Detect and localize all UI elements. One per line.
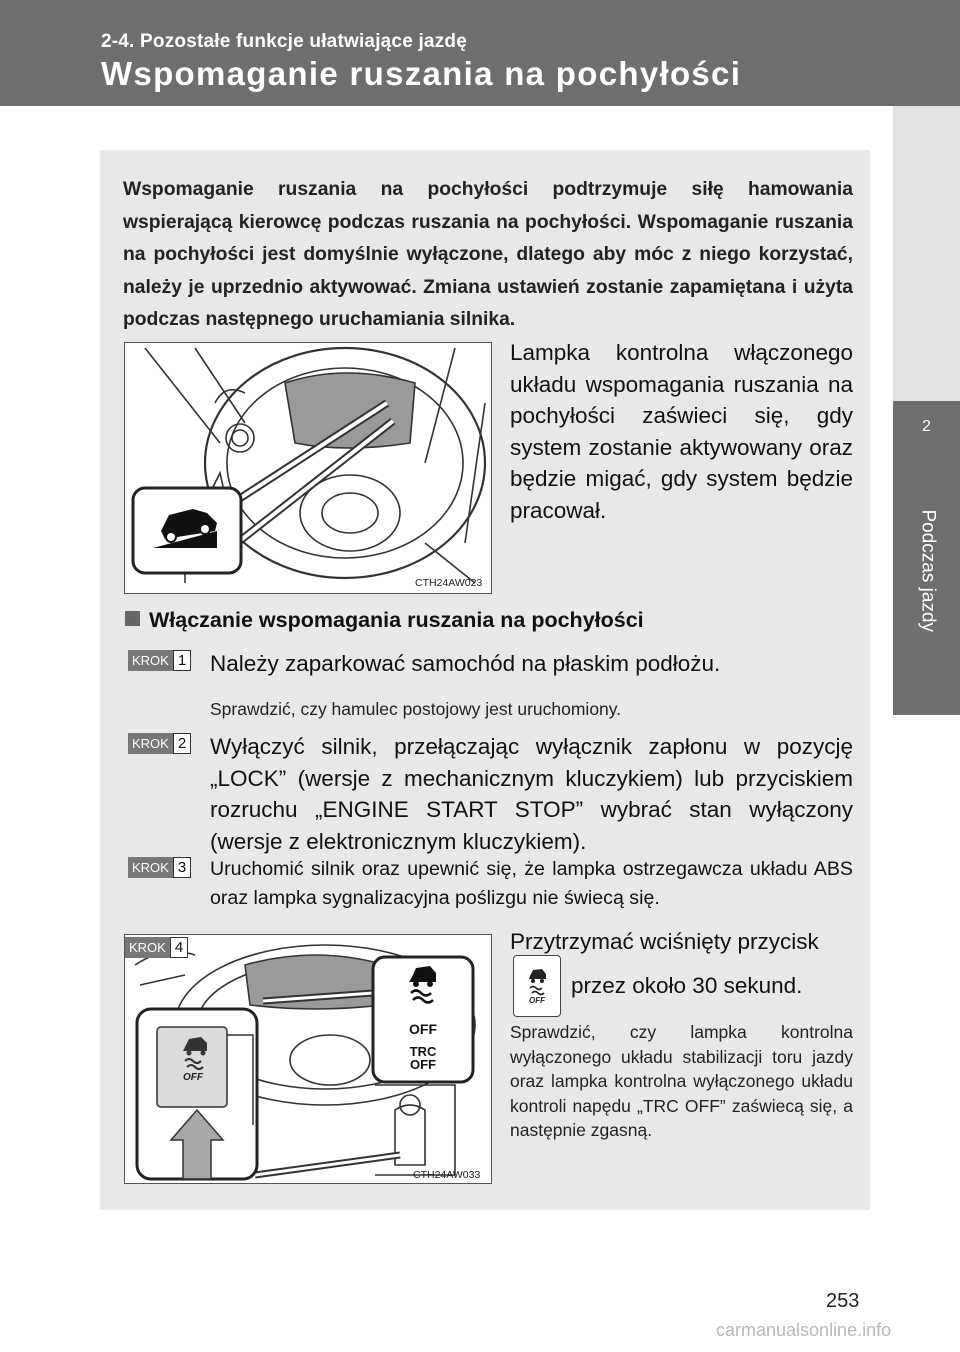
page-title: Wspomaganie ruszania na pochyłości (101, 55, 742, 92)
step4-text-a: Przytrzymać wciśnięty przycisk (510, 929, 819, 954)
intro-paragraph: Wspomaganie ruszania na pochyłości podtrzymuje siłę hamowania wspierającą kierowcę podczas ruszania na pochyłości. Wspomaganie ruszania na pochyłości jest domyślnie wyłączone, dlatego aby móc z niego korzystać, należy je uprzednio aktywować. Zmiana ustawień zostanie zapamiętana i użyta podczas następnego uruchamiania silnika. (123, 179, 853, 330)
section-title: 2-4. Pozostałe funkcje ułatwiające jazdę (101, 31, 467, 52)
watermark: carmanualsonline.info (716, 1320, 892, 1340)
step2-text: Wyłączyć silnik, przełączając wyłącznik zapłonu w pozycję „LOCK” (wersje z mechanicznym kluczykiem) lub przyciskiem rozruchu „ENGINE START STOP” wybrać stan wyłączony (wersje z elektronicznym kluczykiem). (210, 734, 853, 854)
button-off-text: OFF (183, 1072, 203, 1083)
step-badge-2: KROK 2 (128, 733, 191, 754)
vsc-off-icon (514, 956, 560, 1016)
subheading-text: Włączanie wspomagania ruszania na pochyłości (149, 608, 644, 632)
side-tab-top (893, 106, 960, 401)
figure1-caption: Lampka kontrolna włączonego układu wspomagania ruszania na pochyłości zaświeci się, gdy system zostanie aktywowany oraz będzie migać, gdy system będzie pracował. (510, 340, 853, 523)
step4-text-b: przez około 30 sekund. (571, 973, 803, 998)
chapter-label: Podczas jazdy (917, 509, 939, 633)
step3-text: Uruchomić silnik oraz upewnić się, że lampka ostrzegawcza układu ABS oraz lampka sygnalizacyjna poślizgu nie świecą się. (210, 858, 853, 909)
step1-text: Należy zaparkować samochód na płaskim podłożu. (210, 651, 721, 676)
button-off-label: OFF (529, 996, 545, 1005)
figure-dashboard-indicator (124, 342, 492, 594)
page-number: 253 (826, 1290, 860, 1312)
step4-note: Sprawdzić, czy lampka kontrolna wyłączonego układu stabilizacji toru jazdy oraz lampka kontrolna wyłączonego układu kontroli napędu „TRC OFF” zaświecą się, a następnie zgasną. (510, 1022, 853, 1140)
indicator-off-text: OFF (409, 1021, 437, 1037)
step-badge-4: KROK 4 (125, 937, 188, 958)
dashboard-illustration (125, 343, 491, 593)
page-header (0, 0, 960, 106)
figure-code: CTH24AW033 (413, 1169, 481, 1181)
step-badge-3: KROK 3 (128, 857, 191, 878)
subheading (125, 608, 644, 633)
indicator-trc-text: TRC OFF (409, 1044, 437, 1072)
figure-vsc-button (124, 934, 492, 1184)
chapter-number: 2 (922, 418, 931, 435)
vsc-off-button-icon (513, 955, 561, 1017)
figure-code: CTH24AW023 (415, 577, 483, 589)
step1-note: Sprawdzić, czy hamulec postojowy jest uruchomiony. (210, 699, 622, 719)
square-bullet-icon (125, 611, 140, 626)
step-badge-1: KROK 1 (128, 650, 191, 671)
